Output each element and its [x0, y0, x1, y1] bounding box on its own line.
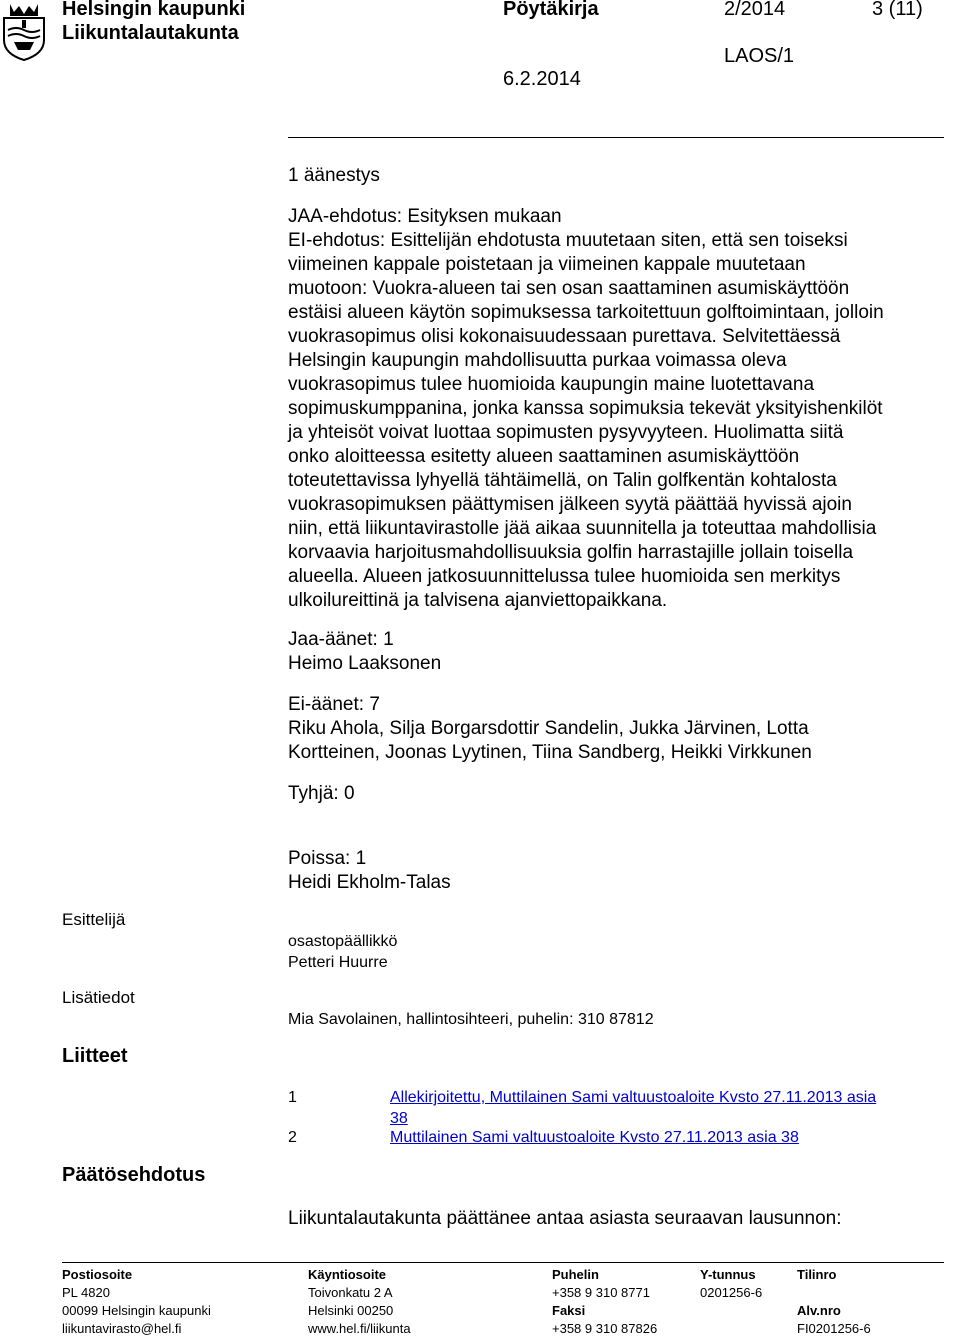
vote-paragraph-line: JAA-ehdotus: Esityksen mukaan	[288, 206, 562, 227]
vote-paragraph-line: EI-ehdotus: Esittelijän ehdotusta muutetaan siten, että sen toiseksi	[288, 230, 848, 251]
footer-divider	[62, 1262, 944, 1263]
footer-phone-number: +358 9 310 8771	[552, 1285, 650, 1300]
footer-visit-column	[308, 1266, 411, 1338]
vote-paragraph-line: vuokrasopimuksen päättymisen jälkeen syytä päättää hyvissä ajoin	[288, 494, 852, 515]
vote-paragraph-line: toteutettavissa lyhyellä tähtäimellä, on Talin golfkentän kohtalosta	[288, 470, 837, 491]
no-votes-names-line1: Riku Ahola, Silja Borgarsdottir Sandelin, Jukka Järvinen, Lotta	[288, 718, 809, 739]
vote-paragraph-line: vuokrasopimus tulee huomioida kaupungin maine luotettavana	[288, 374, 815, 395]
case-reference: LAOS/1	[724, 45, 795, 67]
footer-vat-number: FI0201256-6	[797, 1321, 871, 1336]
attachments-label: Liitteet	[62, 1045, 128, 1067]
presenter-title: osastopäällikkö	[288, 933, 398, 950]
footer-business-id: 0201256-6	[700, 1285, 763, 1300]
vote-paragraph-line: onko aloitteessa esitetty alueen saattaminen asumiskäyttöön	[288, 446, 800, 467]
vote-paragraph-line: muotoon: Vuokra-alueen tai sen osan saattaminen asumiskäyttöön	[288, 278, 850, 299]
footer-postal-column	[62, 1266, 211, 1338]
vote-paragraph-line: Helsingin kaupungin mahdollisuutta purkaa voimassa oleva	[288, 350, 787, 371]
vote-paragraph-line: alueella. Alueen jatkosuunnittelussa tulee huomioida sen merkitys	[288, 566, 841, 587]
vote-paragraph-line: niin, että liikuntavirastolle jää aikaa suunnitella ja toteuttaa mahdollisia	[288, 518, 877, 539]
footer-fax-number: +358 9 310 87826	[552, 1321, 658, 1336]
vote-paragraph	[288, 205, 884, 613]
yes-votes-names: Heimo Laaksonen	[288, 653, 442, 674]
document-type: Pöytäkirja	[503, 0, 599, 20]
helsinki-coat-of-arms-logo	[0, 0, 48, 62]
footer-postal-box: PL 4820	[62, 1285, 110, 1300]
attachment-link-line1[interactable]: Muttilainen Sami valtuustoaloite Kvsto 27.11.2013 asia 38	[390, 1129, 799, 1146]
footer-account-column	[797, 1266, 871, 1338]
additional-info-text: Mia Savolainen, hallintosihteeri, puhelin: 310 87812	[288, 1011, 654, 1028]
absent-names: Heidi Ekholm-Talas	[288, 872, 451, 893]
vote-paragraph-line: ulkoilureittinä ja talvisena ajanviettopaikkana.	[288, 590, 668, 611]
attachment-link[interactable]	[390, 1087, 876, 1129]
page-number: 3 (11)	[872, 0, 923, 20]
footer-phone-column	[552, 1266, 657, 1338]
footer-email: liikuntavirasto@hel.fi	[62, 1321, 182, 1336]
attachment-link-line2[interactable]: 38	[390, 1110, 408, 1127]
presenter-name: Petteri Huurre	[288, 954, 388, 971]
footer-visit-heading: Käyntiosoite	[308, 1267, 387, 1282]
footer-business-id-column	[700, 1266, 762, 1302]
vote-paragraph-line: korvaavia harjoitusmahdollisuuksia golfin harrastajille jollain toisella	[288, 542, 854, 563]
vote-heading: 1 äänestys	[288, 165, 380, 186]
footer-vat-heading: Alv.nro	[797, 1303, 841, 1318]
attachment-link-line1[interactable]: Allekirjoitettu, Muttilainen Sami valtuustoaloite Kvsto 27.11.2013 asia	[390, 1089, 877, 1106]
proposal-label: Päätösehdotus	[62, 1164, 206, 1186]
footer-visit-street: Toivonkatu 2 A	[308, 1285, 393, 1300]
footer-account-blank	[797, 1284, 871, 1302]
absent-label: Poissa: 1	[288, 848, 367, 869]
meeting-number: 2/2014	[724, 0, 786, 20]
vote-paragraph-line: ja yhteisöt voivat luottaa sopimusten pysyvyyteen. Huolimatta siitä	[288, 422, 844, 443]
footer-visit-city: Helsinki 00250	[308, 1303, 394, 1318]
footer-postal-heading: Postiosoite	[62, 1267, 133, 1282]
footer-website: www.hel.fi/liikunta	[308, 1321, 411, 1336]
footer-postal-city: 00099 Helsingin kaupunki	[62, 1303, 211, 1318]
additional-info-label: Lisätiedot	[62, 988, 135, 1007]
board-name: Liikuntalautakunta	[62, 22, 239, 44]
no-votes-names-line2: Kortteinen, Joonas Lyytinen, Tiina Sandberg, Heikki Virkkunen	[288, 742, 812, 763]
city-name: Helsingin kaupunki	[62, 0, 246, 20]
meeting-date: 6.2.2014	[503, 68, 581, 90]
vote-paragraph-line: vuokrasopimus olisi kokonaisuudessaan purettava. Selvitettäessä	[288, 326, 841, 347]
no-votes-label: Ei-äänet: 7	[288, 694, 380, 715]
vote-paragraph-line: estäisi alueen käytön sopimuksessa tarkoitettuun golftoimintaan, jolloin	[288, 302, 884, 323]
vote-paragraph-line: sopimuskumppanina, jonka kanssa sopimuksia tekevät yksityishenkilöt	[288, 398, 883, 419]
attachment-number: 2	[288, 1129, 297, 1146]
vote-paragraph-line: viimeinen kappale poistetaan ja viimeinen kappale muutetaan	[288, 254, 806, 275]
proposal-text: Liikuntalautakunta päättänee antaa asiasta seuraavan lausunnon:	[288, 1208, 842, 1229]
presenter-label: Esittelijä	[62, 910, 126, 929]
footer-account-heading: Tilinro	[797, 1267, 837, 1282]
attachment-number: 1	[288, 1089, 297, 1106]
footer-phone-heading: Puhelin	[552, 1267, 599, 1282]
empty-votes: Tyhjä: 0	[288, 783, 355, 804]
yes-votes-label: Jaa-äänet: 1	[288, 629, 394, 650]
attachment-link[interactable]	[390, 1127, 799, 1148]
footer-business-id-heading: Y-tunnus	[700, 1267, 756, 1282]
footer-fax-heading: Faksi	[552, 1303, 586, 1318]
header-divider	[288, 137, 944, 138]
